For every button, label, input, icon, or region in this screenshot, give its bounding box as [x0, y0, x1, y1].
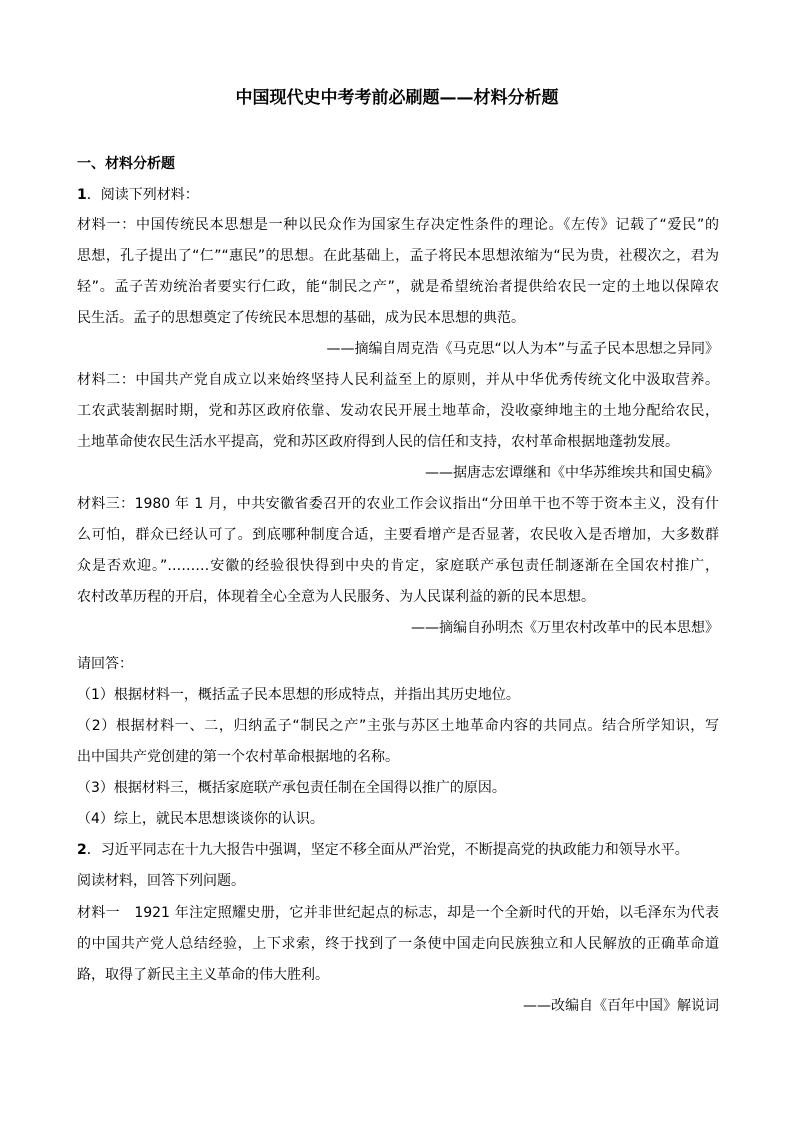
q1-material-2-line: 工农武装割据时期，党和苏区政府依靠、发动农民开展土地革命，没收豪绅地主的土地分配给农民， — [77, 403, 719, 419]
question-2-stem — [77, 840, 719, 860]
q2-material-1-line: 路，取得了新民主主义革命的伟大胜利。 — [77, 967, 329, 983]
question-number: 1 — [77, 187, 87, 203]
q1-material-3-line: 众是否欢迎。”………安徽的经验很快得到中央的肯定，家庭联产承包责任制逐渐在全国农村推广， — [77, 558, 719, 574]
q2-material-1-source: ——改编自《百年中国》解说词 — [523, 998, 719, 1014]
question-stem-text: ．阅读下列材料： — [86, 187, 199, 203]
q1-material-2-line: 土地革命使农民生活水平提高，党和苏区政府得到人民的信任和支持，农村革命根据地蓬勃发展。 — [77, 434, 679, 450]
q1-subquestion-2-cont: 出中国共产党创建的第一个农村革命根据地的名称。 — [77, 749, 399, 765]
q1-material-3-line: 么可怕，群众已经认可了。到底哪种制度合适，主要看增产是否显著，农民收入是否增加，大多数群 — [77, 527, 719, 543]
q1-ask-label: 请回答： — [77, 656, 133, 672]
q1-material-1-line: 材料一：中国传统民本思想是一种以民众作为国家生存决定性条件的理论。《左传》记载了“爱民”的 — [77, 217, 719, 233]
question-number: 2 — [77, 842, 87, 858]
q1-material-3-line: 材料三：1980 年 1 月，中共安徽省委召开的农业工作会议指出“分田单干也不等于资本主义，没有什 — [77, 496, 719, 512]
q1-subquestion-3: （3）根据材料三，概括家庭联产承包责任制在全国得以推广的原因。 — [77, 780, 506, 796]
q1-subquestion-1: （1）根据材料一，概括孟子民本思想的形成特点，并指出其历史地位。 — [77, 687, 520, 703]
q1-material-1-source: ——摘编自周克浩《马克思“以人为本”与孟子民本思想之异同》 — [326, 341, 719, 357]
question-stem-text: ．习近平同志在十九大报告中强调，坚定不移全面从严治党，不断提高党的执政能力和领导水平。 — [86, 842, 689, 858]
question-1-stem — [77, 185, 719, 205]
q1-material-1-line: 轻”。孟子苦劝统治者要实行仁政，能“制民之产”，就是希望统治者提供给农民一定的土地以保障农 — [77, 279, 719, 295]
section-heading: 一、材料分析题 — [77, 156, 175, 172]
q1-material-3-source: ——摘编自孙明杰《万里农村改革中的民本思想》 — [411, 620, 719, 636]
page-title: 中国现代史中考考前必刷题——材料分析题 — [235, 88, 559, 108]
q1-material-2-line: 材料二：中国共产党自成立以来始终坚持人民利益至上的原则，并从中华优秀传统文化中汲取营养。 — [77, 372, 719, 388]
q1-subquestion-4: （4）综上，就民本思想谈谈你的认识。 — [77, 811, 324, 827]
q1-material-2-source: ——据唐志宏谭继和《中华苏维埃共和国史稿》 — [425, 465, 719, 481]
q1-subquestion-2: （2）根据材料一、二，归纳孟子“制民之产”主张与苏区土地革命内容的共同点。结合所学知识，写 — [77, 718, 719, 734]
q2-material-1-line: 材料一 1921 年注定照耀史册，它并非世纪起点的标志，却是一个全新时代的开始，以毛泽东为代表 — [77, 905, 719, 921]
q1-material-1-line: 思想，孔子提出了“仁”“惠民”的思想。在此基础上，孟子将民本思想浓缩为“民为贵，社稷次之，君为 — [77, 248, 719, 264]
question-2-stem-cont: 阅读材料，回答下列问题。 — [77, 873, 245, 889]
q2-material-1-line: 的中国共产党人总结经验，上下求索，终于找到了一条使中国走向民族独立和人民解放的正确革命道 — [77, 936, 719, 952]
q1-material-1-line: 民生活。孟子的思想奠定了传统民本思想的基础，成为民本思想的典范。 — [77, 310, 525, 326]
q1-material-3-line: 农村改革历程的开启，体现着全心全意为人民服务、为人民谋利益的新的民本思想。 — [77, 589, 595, 605]
